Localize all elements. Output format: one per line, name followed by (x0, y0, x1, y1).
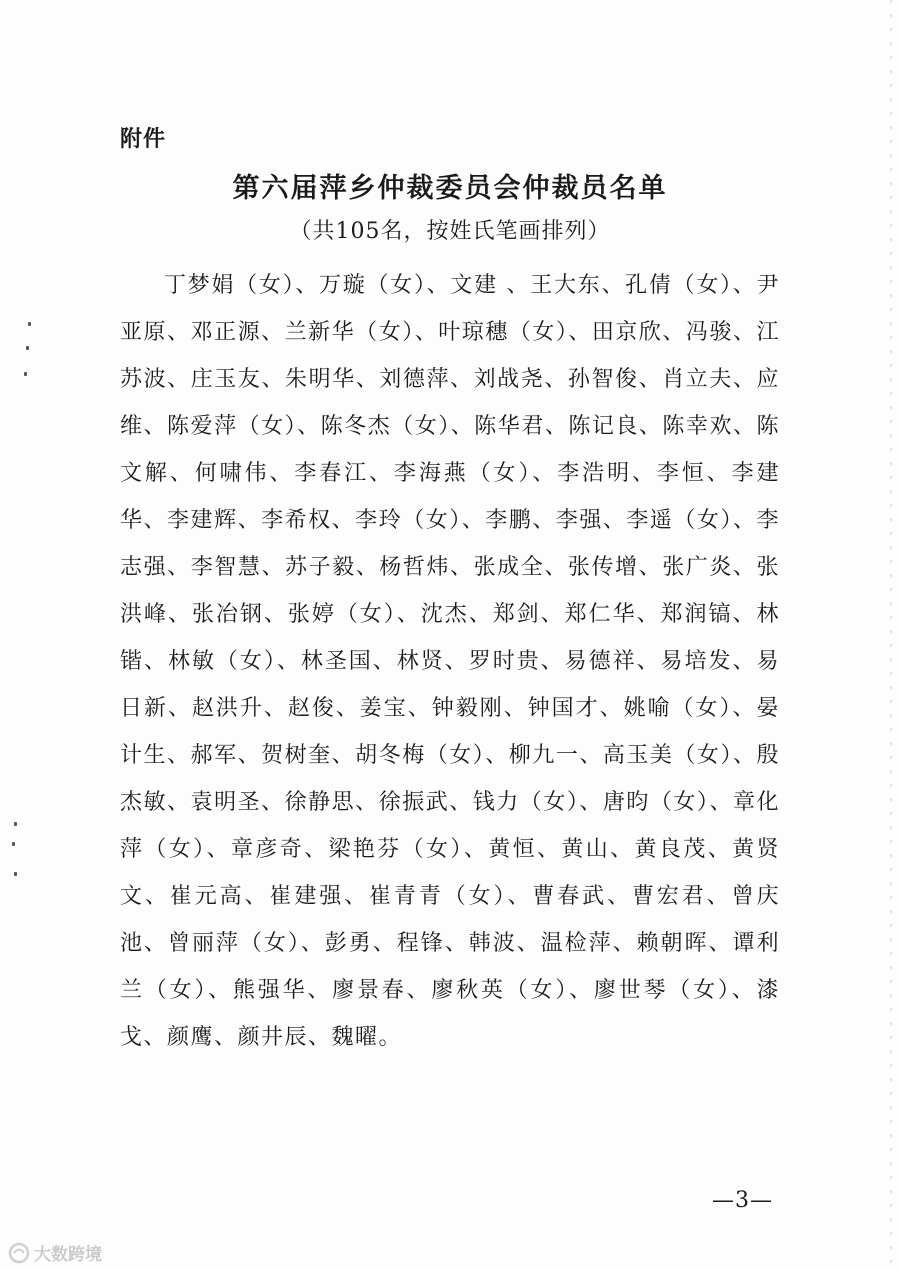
watermark (8, 1240, 102, 1265)
watermark-text: 大数跨境 (34, 1245, 102, 1265)
arbitrator-name-list: 丁梦娟（女）、万璇（女）、文建 、王大东、孔倩（女）、尹亚原、邓正源、兰新华（女）、叶琼穗（女）、田京欣、冯骏、江苏波、庄玉友、朱明华、刘德萍、刘战尧、孙智俊、肖立夫、应维、陈爱萍（女）、陈冬杰（女）、陈华君、陈记良、陈幸欢、陈文解、何啸伟、李春江、李海燕（女）、李浩明、李恒、李建华、李建辉、李希权、李玲（女）、李鹏、李强、李遥（女）、李志强、李智慧、苏子毅、杨哲炜、张成全、张传增、张广炎、张洪峰、张冶钢、张婷（女）、沈杰、郑剑、郑仁华、郑润镐、林锴、林敏（女）、林圣国、林贤、罗时贵、易德祥、易培发、易日新、赵洪升、赵俊、姜宝、钟毅刚、钟国才、姚喻（女）、晏计生、郝军、贺树奎、胡冬梅（女）、柳九一、高玉美（女）、殷杰敏、袁明圣、徐静思、徐振武、钱力（女）、唐昀（女）、章化萍（女）、章彦奇、梁艳芬（女）、黄恒、黄山、黄良茂、黄贤文、崔元高、崔建强、崔青青（女）、曹春武、曹宏君、曾庆池、曾丽萍（女）、彭勇、程锋、韩波、温检萍、赖朝晖、谭利兰（女）、熊强华、廖景春、廖秋英（女）、廖世琴（女）、漆戈、颜鹰、颜井辰、魏曜。 (120, 273, 780, 1050)
scan-speck (12, 842, 15, 846)
scan-speck (28, 322, 31, 326)
scan-speck (24, 372, 27, 376)
watermark-logo-icon (8, 1242, 30, 1264)
scan-speck (26, 346, 29, 350)
attachment-label: 附件 (120, 127, 167, 152)
page-number: —3— (712, 1188, 773, 1213)
scan-speck (14, 872, 17, 876)
document-subtitle: （共105名，按姓氏笔画排列） (289, 219, 611, 244)
scan-speck (14, 822, 17, 826)
document-title: 第六届萍乡仲裁委员会仲裁员名单 (232, 173, 668, 204)
